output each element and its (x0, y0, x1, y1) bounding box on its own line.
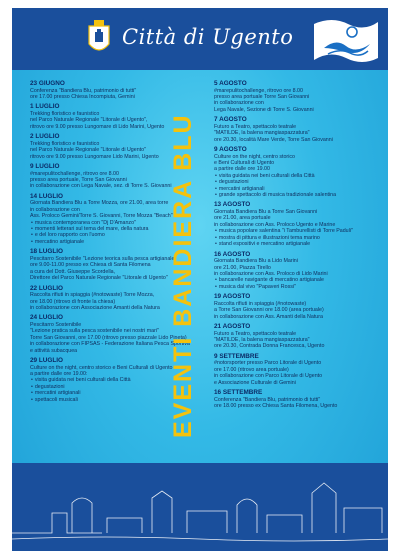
event-text-line: ritrovo ore 9.00 presso Lungomare Lido Marini, Ugento (30, 153, 159, 160)
event-item (214, 146, 386, 198)
event-text-line: ore 20.30, Contrada Donna Francesca, Ugento (214, 343, 325, 350)
town-skyline-illustration (12, 463, 388, 551)
event-date: 29 LUGLIO (30, 356, 64, 364)
poster-header (12, 8, 388, 70)
events-column-right (214, 80, 386, 412)
events-vertical-title: EVENTI BANDIERA BLU (169, 113, 197, 438)
event-date: 16 AGOSTO (214, 250, 251, 258)
event-text-line: in collaborazione con Ass. Proloco Ugento e Marine (214, 221, 336, 228)
event-bullet: • e del loro rapporto con l'uomo (30, 232, 210, 238)
event-text-line: Raccolta rifiuti in spiaggia (#notowaste) Torre Mozza, (30, 292, 155, 299)
event-text-line: nel Parco Naturale Regionale "Litorale di Ugento", (30, 117, 148, 124)
event-text-line: in collaborazione con Associazione Amanti della Natura (30, 304, 160, 311)
event-text-line: ore 18.00 (ritrovo di fronte la chiesa) (30, 298, 116, 305)
event-bullet: • degustazioni (30, 384, 210, 390)
event-bullet: • momenti letterari sul tema del mare, della natura (30, 226, 210, 232)
event-bullet: • visita guidata nei beni culturali della Città (30, 377, 210, 383)
event-bullet: • grande spettacolo di musica tradizionale salentina (214, 192, 386, 198)
event-bullet: • musica popolare salentina "i Tamburellisti di Torre Paduli" (214, 228, 386, 234)
event-bullet: • mercatini artigianali (30, 390, 210, 396)
event-item (214, 201, 386, 247)
event-text-line: Trekking floristico e faunistico (30, 140, 100, 147)
event-text-line: Giornata Bandiera Blu a Lido Marini (214, 258, 298, 265)
event-text-line: Conferenza "Bandiera Blu, patrimonio di tutti" (30, 87, 137, 94)
event-text-line: ore 17.00 (ritrovo area portuale) (214, 366, 289, 373)
event-text-line: a partire dalle ore 19.00: (30, 370, 88, 377)
event-date: 9 SETTEMBRE (214, 352, 259, 360)
event-text-line: in collaborazione con (214, 100, 264, 107)
event-text-line: in collaborazione con Ass. Amanti della Natura (214, 313, 323, 320)
event-text-line: Giornata Bandiera Blu a Torre San Giovanni (214, 209, 318, 216)
event-item (214, 116, 386, 143)
event-bullet: • stand espositivi e mercatino artigianale (214, 241, 386, 247)
event-text-line: ritrovo ore 9.00 presso Lungomare di Lido Marini, Ugento (30, 123, 165, 130)
event-date: 7 AGOSTO (214, 116, 247, 124)
event-text-line: Ass. Proloco Gemini/Torre S. Giovanni, Torre Mozza "Beach" (30, 213, 173, 220)
event-text-line: Direttore del Parco Naturale Regionale "Litorale di Ugento" (30, 275, 168, 282)
event-text-line: Pescitarro Sostenibile (30, 321, 82, 328)
event-text-line: a cura del Dott. Giuseppe Scordella, (30, 268, 116, 275)
event-text-line: e attività subacquea (30, 347, 78, 354)
event-item (214, 80, 386, 113)
event-bullet: • mercatini artigianali (214, 186, 386, 192)
event-text-line: ore 21.00, area portuale (214, 215, 271, 222)
city-title: Città di Ugento (122, 25, 294, 49)
event-text-line: in collaborazione con Lega Navale, sez. di Torre S. Giovanni (30, 183, 172, 190)
event-date: 24 LUGLIO (30, 314, 64, 322)
event-text-line: Raccolta rifiuti in spiaggia (#notowaste) (214, 300, 307, 307)
event-date: 19 AGOSTO (214, 293, 251, 301)
event-item (214, 293, 386, 320)
event-text-line: "MATILDE, la balena mangiaspazzatura" (214, 130, 310, 137)
event-date: 14 LUGLIO (30, 192, 64, 200)
event-bullet: • mostra di pittura e illustrazioni tema marino (214, 235, 386, 241)
event-text-line: in collaborazione con FIPSAS - Federazione Italiana Pesca Sportiva (30, 341, 190, 348)
event-date: 22 LUGLIO (30, 284, 64, 292)
event-item (214, 389, 386, 409)
event-text-line: Lega Navale, Sezione di Torre S. Giovanni (214, 106, 314, 113)
event-text-line: #marepulitochallenge, ritrovo ore 8.00 (30, 170, 119, 177)
event-text-line: Culture on the night, centro storico (214, 153, 295, 160)
event-text-line: in collaborazione con Ass. Proloco di Lido Marini (214, 270, 328, 277)
event-date: 16 SETTEMBRE (214, 388, 263, 396)
event-text-line: nel Parco Naturale Regionale "Litorale di Ugento" (30, 147, 146, 154)
event-text-line: #notorsporter presso Parco Litorale di Ugento (214, 360, 322, 367)
event-date: 9 AGOSTO (214, 146, 247, 154)
blue-flag-icon (312, 16, 380, 66)
event-text-line: presso area portuale Torre San Giovanni (214, 94, 310, 100)
event-item (214, 353, 386, 386)
event-date: 1 LUGLIO (30, 103, 60, 111)
event-date: 13 AGOSTO (214, 201, 251, 209)
event-text-line: e Associazione Culturale di Gemini (214, 379, 296, 386)
event-text-line: Conferenza "Bandiera Blu, patrimonio di tutti" (214, 396, 321, 403)
event-text-line: ore 17.00 presso Chiesa Incompiuta, Gemini (30, 94, 135, 100)
event-item (214, 323, 386, 350)
event-bullet: • musica contemporanea con "Dj D'Amanzo" (30, 220, 210, 226)
event-text-line: in collaborazione con Parco Litorale di Ugento (214, 373, 323, 380)
event-text-line: Trekking floristico e faunistico (30, 111, 100, 117)
event-text-line: "Lezione pratica sulla pesca sostenibile nei nostri mari" (30, 328, 159, 335)
event-text-line: ore 21.00, Piazza Tirello (214, 264, 271, 271)
event-bullet: • bancarelle navigante di mercatino artigianale (214, 277, 386, 283)
event-bullet: • mercatino artigianale (30, 239, 210, 245)
year-watermark: 20 (190, 457, 251, 517)
event-bullet: • spettacoli musicali (30, 397, 210, 403)
event-item (214, 251, 386, 291)
event-text-line: Giornata Bandiera Blu a Torre Mozza, ore 21.00, area torre (30, 200, 169, 207)
event-text-line: presso area portuale, Torre San Giovanni (30, 177, 127, 184)
event-text-line: #marepulitochallenge, ritrovo ore 8.00 (214, 87, 303, 94)
event-text-line: "MATILDE, la balena mangiaspazzatura" (214, 336, 310, 343)
event-text-line: in collaborazione con (30, 206, 80, 213)
event-date: 21 AGOSTO (214, 322, 251, 330)
event-date: 5 AGOSTO (214, 80, 247, 87)
event-text-line: Futuro a Teatro, spettacolo teatrale (214, 330, 297, 337)
city-crest-icon (86, 18, 112, 58)
event-text-line: ore 9.00-11.00 presso ex Chiesa di Santa Filomena (30, 262, 151, 269)
event-text-line: Futuro a Teatro, spettacolo teatrale (214, 123, 297, 130)
event-date: 2 LUGLIO (30, 133, 60, 141)
event-text-line: Pescitarro Sostenibile "Lezione teorica sulla pesca artigianale" (30, 255, 177, 262)
event-bullet: • visita guidata nei beni culturali della Città (214, 173, 386, 179)
event-text-line: a Torre San Giovanni ore 18.00 (area portuale) (214, 307, 324, 314)
event-date: 9 LUGLIO (30, 163, 60, 171)
event-text-line: e Beni Culturali di Ugento (214, 160, 275, 167)
poster (12, 8, 388, 551)
event-date: 23 GIUGNO (30, 80, 65, 87)
event-bullet: • musica dal vivo "Papaveri Rossi" (214, 284, 386, 290)
event-bullet: • degustazioni (214, 179, 386, 185)
event-text-line: ore 20.30, località Mare Verde, Torre San Giovanni (214, 136, 333, 143)
event-item (30, 80, 210, 100)
event-date: 18 LUGLIO (30, 248, 64, 256)
event-text-line: a partire dalle ore 19.00 (214, 166, 270, 173)
event-text-line: Torre San Giovanni, ore 17.00 (ritrovo presso piazzale Lido Pineta) (30, 334, 187, 341)
event-text-line: ore 18.00 presso ex Chiesa Santa Filomena, Ugento (214, 402, 338, 409)
event-text-line: Culture on the night, centro storico e Beni Culturali di Ugento (30, 364, 173, 371)
